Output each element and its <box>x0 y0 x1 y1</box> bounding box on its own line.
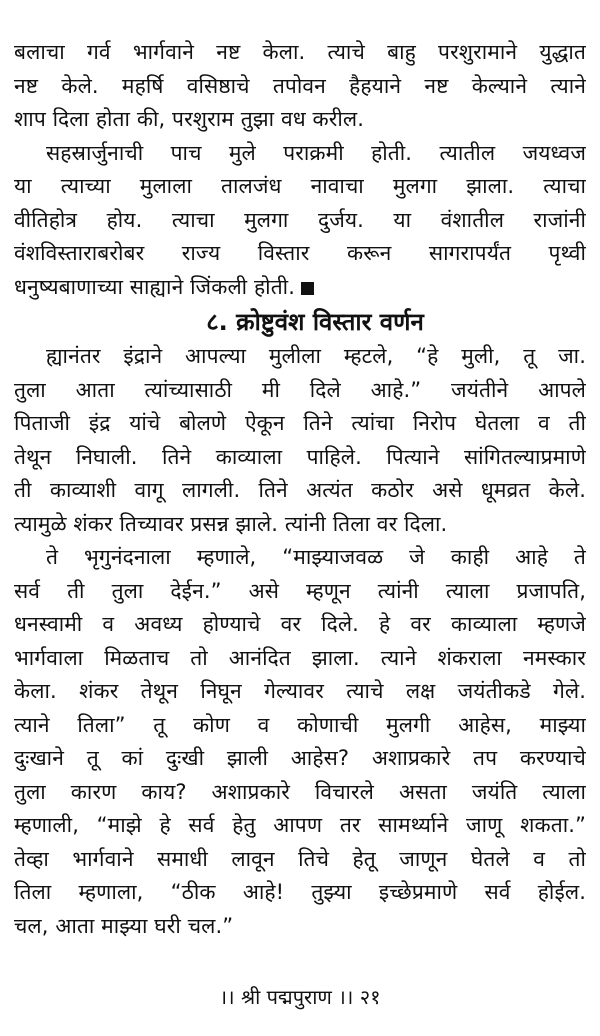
text-line: ते भृगुनंदनाला म्हणाले, “माझ्याजवळ जे काही आहे ते <box>46 545 586 569</box>
text-line: चल, आता माझ्या घरी चल.” <box>14 913 234 938</box>
paragraph-1 <box>14 36 586 137</box>
text-line: तेव्हा भार्गवाने समाधी लावून तिचे हेतू जाणून घेतले व तो <box>14 846 586 871</box>
text-line: केला. शंकर तेथून निघून गेल्यावर त्याचे लक्ष जयंतीकडे गेले. <box>14 679 586 703</box>
text-line: तिला म्हणाला, “ठीक आहे! तुझ्या इच्छेप्रमाणे सर्व होईल. <box>14 880 586 904</box>
text-line: शाप दिला होता की, परशुराम तुझा वध करील. <box>14 107 365 131</box>
text-line: भार्गवाला मिळताच तो आनंदित झाला. त्याने शंकराला नमस्कार <box>14 645 586 670</box>
text-line: सहस्रार्जुनाची पाच मुले पराक्रमी होती. त्यातील जयध्वज <box>46 140 586 165</box>
text-line: धनस्वामी व अवध्य होण्याचे वर दिले. हे वर काव्याला म्हणजे <box>14 612 586 636</box>
text-line: या त्याच्या मुलाला तालजंध नावाचा मुलगा झाला. त्याचा <box>14 174 586 198</box>
paragraph-4 <box>14 541 586 943</box>
text-line: तुला कारण काय? अशाप्रकारे विचारले असता जयंति त्याला <box>14 779 586 804</box>
text-line: त्याने तिला” तू कोण व कोणाची मुलगी आहेस, माझ्या <box>14 712 586 737</box>
chapter-heading: ८. क्रोष्टुवंश विस्तार वर्णन <box>206 308 424 336</box>
text-line: धनुष्यबाणाच्या साह्याने जिंकली होती. <box>14 274 295 299</box>
section-end-square-icon <box>301 282 314 295</box>
text-line-with-end-mark <box>14 271 586 305</box>
text-line: ह्यानंतर इंद्राने आपल्या मुलीला म्हटले, “हे मुली, तू जा. <box>46 344 586 368</box>
paragraph-2 <box>14 137 586 305</box>
text-line: म्हणाली, “माझे हे सर्व हेतु आपण तर सामर्थ्याने जाणू शकता.” <box>14 813 586 837</box>
text-line: सर्व ती तुला देईन.” असे म्हणून त्यांनी त्याला प्रजापति, <box>14 578 586 603</box>
text-line: ती काव्याशी वागू लागली. तिने अत्यंत कठोर असे धूमव्रत केले. <box>14 478 586 502</box>
paragraph-3 <box>14 340 586 541</box>
text-line: वीतिहोत्र होय. त्याचा मुलगा दुर्जय. या वंशातील राजांनी <box>14 207 586 232</box>
text-line: दुःखाने तू कां दुःखी झाली आहेस? अशाप्रकारे तप करण्याचे <box>14 746 586 770</box>
text-line: वंशविस्ताराबरोबर राज्य विस्तार करून सागरापर्यंत पृथ्वी <box>14 241 586 265</box>
text-line: त्यामुळे शंकर तिच्यावर प्रसन्न झाले. त्यांनी तिला वर दिला. <box>14 511 448 536</box>
text-line: तेथून निघाली. तिने काव्याला पाहिले. पित्याने सांगितल्याप्रमाणे <box>14 444 586 469</box>
text-line: तुला आता त्यांच्यासाठी मी दिले आहे.” जयंतीने आपले <box>14 377 586 402</box>
text-line: नष्ट केले. महर्षि वसिष्ठाचे तपोवन हैहयाने नष्ट केल्याने त्याने <box>14 73 586 98</box>
text-line: बलाचा गर्व भार्गवाने नष्ट केला. त्याचे बाहु परशुरामाने युद्धात <box>14 40 586 64</box>
page-footer: ।। श्री पद्मपुराण ।। २१ <box>219 985 381 1009</box>
text-line: पिताजी इंद्र यांचे बोलणे ऐकून तिने त्यांचा निरोप घेतला व ती <box>14 411 586 435</box>
